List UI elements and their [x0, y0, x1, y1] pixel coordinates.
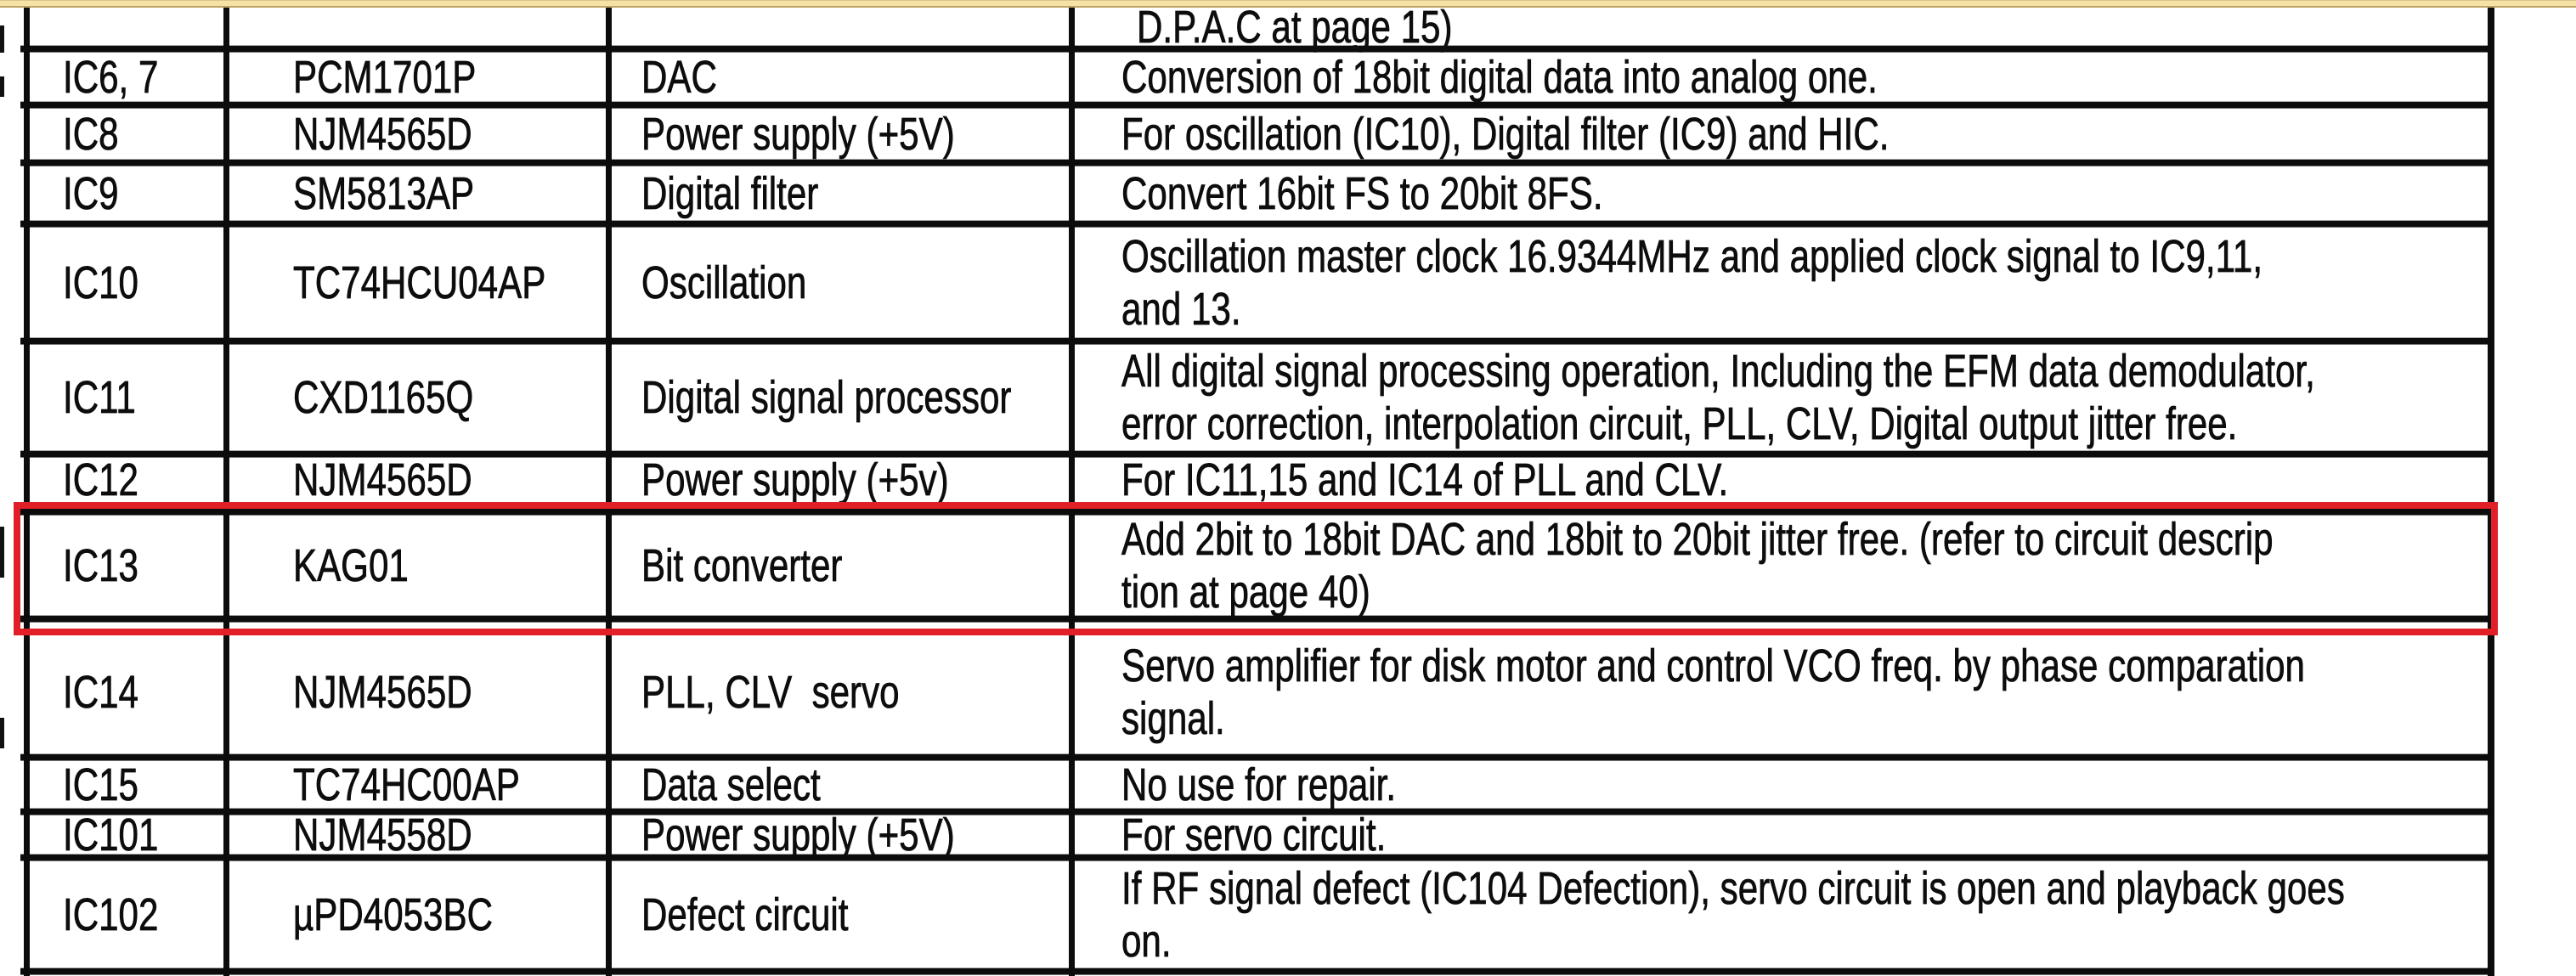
- row-divider: [20, 968, 2494, 974]
- part-cell: NJM4565D: [293, 667, 472, 718]
- ic-cell: IC15: [63, 759, 138, 810]
- description-cell: Oscillation master clock 16.9344MHz and applied clock signal to IC9,11, and 13.: [1121, 230, 2263, 335]
- ic-cell: IC13: [63, 539, 138, 591]
- scan-artifact: [0, 527, 4, 578]
- function-cell: Bit converter: [641, 539, 843, 591]
- description-cell: If RF signal defect (IC104 Defection), servo circuit is open and playback goes on.: [1121, 862, 2345, 967]
- function-cell: Data select: [641, 759, 821, 810]
- function-cell: Digital signal processor: [641, 372, 1012, 423]
- table-row-partial-top: [24, 1, 2491, 53]
- part-cell: TC74HC00AP: [293, 759, 520, 810]
- table-row-ic101: [24, 809, 2491, 860]
- ic-cell: IC12: [63, 454, 138, 505]
- function-cell: Power supply (+5V): [641, 108, 955, 160]
- description-cell: Conversion of 18bit digital data into analog one.: [1121, 51, 1878, 103]
- table-row-ic12: [24, 454, 2491, 505]
- table-row-ic15: [24, 760, 2491, 809]
- part-cell: NJM4565D: [293, 108, 472, 160]
- description-cell: For servo circuit.: [1121, 809, 1387, 860]
- row-divider: [20, 221, 2494, 227]
- ic-cell: IC10: [63, 257, 138, 308]
- table-row-ic11: [24, 344, 2491, 451]
- ic-cell: IC14: [63, 667, 138, 718]
- description-cell: For oscillation (IC10), Digital filter (IC9) and HIC.: [1121, 108, 1890, 160]
- table-row-ic10: [24, 227, 2491, 338]
- function-cell: Defect circuit: [641, 889, 849, 940]
- part-cell: CXD1165Q: [293, 372, 474, 423]
- ic-cell: IC9: [63, 167, 119, 219]
- part-cell: KAG01: [293, 539, 409, 591]
- part-cell: SM5813AP: [293, 167, 475, 219]
- scan-artifact: [0, 718, 4, 748]
- row-divider: [20, 338, 2494, 344]
- part-cell: NJM4558D: [293, 809, 472, 860]
- function-cell: DAC: [641, 51, 717, 103]
- function-cell: Power supply (+5v): [641, 454, 949, 505]
- description-cell: For IC11,15 and IC14 of PLL and CLV.: [1121, 454, 1729, 505]
- ic-cell: IC8: [63, 108, 119, 160]
- description-cell: Convert 16bit FS to 20bit 8FS.: [1121, 167, 1603, 219]
- function-cell: Power supply (+5V): [641, 809, 955, 860]
- table-row-ic102: [24, 860, 2491, 968]
- function-cell: PLL, CLV servo: [641, 667, 900, 718]
- table-row-ic14: [24, 630, 2491, 754]
- function-cell: Oscillation: [641, 257, 807, 308]
- part-cell: NJM4565D: [293, 454, 472, 505]
- scan-artifact: [0, 25, 4, 53]
- description-line: D.P.A.C at page 15): [1137, 1, 1453, 53]
- row-divider: [20, 160, 2494, 166]
- table-row-ic9: [24, 166, 2491, 221]
- ic-cell: IC11: [63, 372, 136, 423]
- description-cell: [1137, 1, 2513, 53]
- description-cell: No use for repair.: [1121, 759, 1397, 810]
- ic-cell: IC102: [63, 889, 159, 940]
- function-cell: Digital filter: [641, 167, 819, 219]
- part-cell: TC74HCU04AP: [293, 257, 546, 308]
- part-cell: µPD4053BC: [293, 889, 493, 940]
- table-row-ic6-7: [24, 52, 2491, 102]
- description-cell: Servo amplifier for disk motor and control VCO freq. by phase comparation signal.: [1121, 640, 2305, 744]
- description-cell: Add 2bit to 18bit DAC and 18bit to 20bit jitter free. (refer to circuit descrip tion at page 40): [1121, 513, 2274, 618]
- description-cell: All digital signal processing operation, Including the EFM data demodulator, error correction, interpolation circuit, PLL, CLV, Digital output jitter free.: [1121, 346, 2315, 449]
- highlight-box-ic13: [14, 502, 2498, 635]
- ic-cell: IC6, 7: [63, 51, 159, 103]
- ic-cell: IC101: [63, 809, 159, 860]
- table-row-ic8: [24, 108, 2491, 160]
- part-cell: PCM1701P: [293, 51, 477, 103]
- scan-artifact: [0, 76, 4, 97]
